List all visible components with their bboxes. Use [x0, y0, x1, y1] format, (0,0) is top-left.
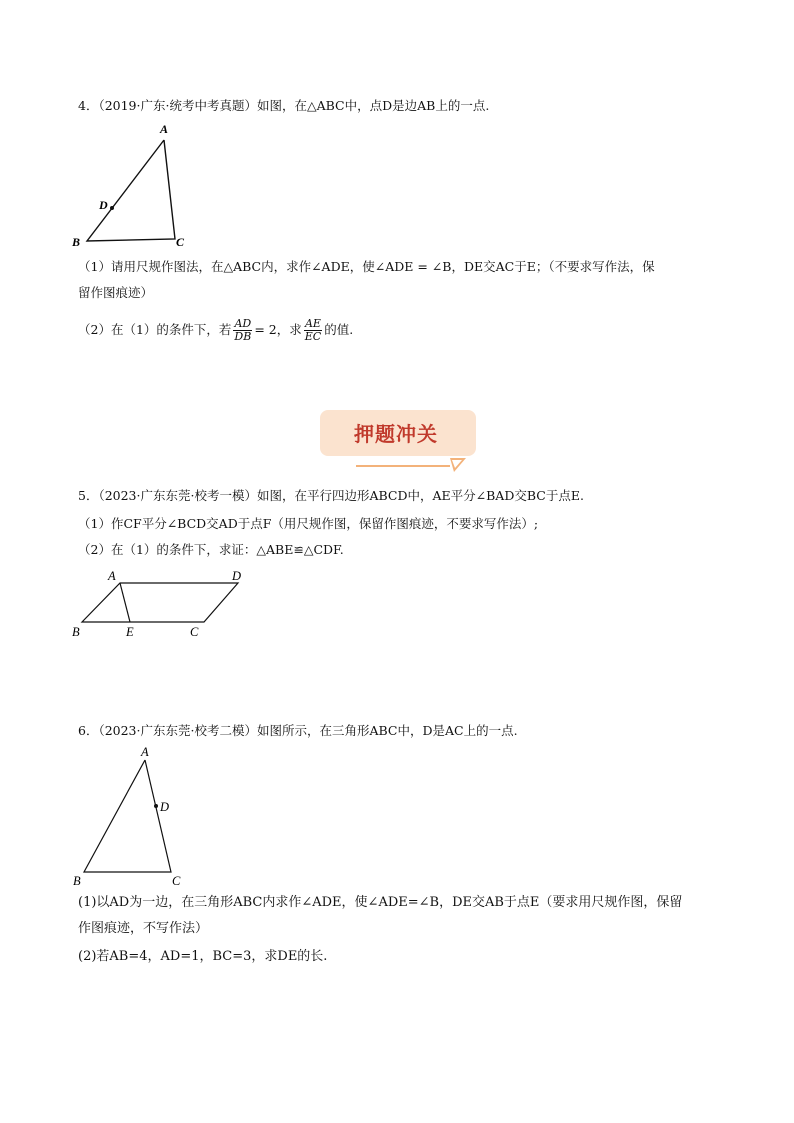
- q4-frac2-num: AE: [304, 317, 321, 330]
- q4-part1-line2: 留作图痕迹）: [78, 285, 154, 300]
- q4-triangle-figure: [62, 118, 202, 254]
- q5-label-a: A: [108, 569, 116, 583]
- q6-triangle-figure: [66, 744, 196, 890]
- q6-part2: (2)若AB=4，AD=1，BC=3，求DE的长.: [78, 949, 328, 964]
- q6-label-d: D: [160, 800, 170, 814]
- q4-label-a: A: [160, 122, 169, 136]
- q4-part2-pre: （2）在（1）的条件下，若: [78, 322, 232, 337]
- q4-part2-post: 的值.: [324, 322, 354, 337]
- q4-label-b: B: [72, 235, 81, 249]
- q4-part1-line1: （1）请用尺规作图法，在△ABC内，求作∠ADE，使∠ADE = ∠B，DE交AC于E；（不要求写作法，保: [78, 259, 655, 274]
- q6-label-a: A: [141, 745, 149, 759]
- q4-part2-mid: = 2，求: [254, 322, 302, 337]
- q5-stem: 5．（2023·广东东莞·校考一模）如图，在平行四边形ABCD中，AE平分∠BAD交BC于点E.: [78, 488, 584, 503]
- q4-part2: [78, 313, 353, 347]
- q5-label-d: D: [232, 569, 242, 583]
- q5-part1: （1）作CF平分∠BCD交AD于点F（用尺规作图，保留作图痕迹，不要求写作法）;: [78, 516, 539, 531]
- q4-fraction-ae-ec: [304, 318, 322, 343]
- section-banner: [318, 408, 478, 474]
- q4-label-d: D: [99, 198, 108, 212]
- q4-frac2-den: EC: [304, 330, 322, 343]
- q4-label-c: C: [176, 235, 185, 249]
- banner-title: 押题冲关: [354, 422, 438, 446]
- q6-label-c: C: [172, 874, 181, 888]
- q6-stem: 6．（2023·广东东莞·校考二模）如图所示，在三角形ABC中，D是AC上的一点.: [78, 723, 518, 738]
- q5-label-c: C: [190, 625, 199, 639]
- q5-label-e: E: [126, 625, 134, 639]
- q4-fraction-ad-db: [233, 318, 252, 343]
- q6-part1-line2: 作图痕迹，不写作法）: [78, 921, 209, 936]
- q5-parallelogram-figure: [66, 566, 256, 642]
- q4-frac1-num: AD: [234, 317, 252, 330]
- q4-frac1-den: DB: [234, 330, 252, 343]
- q4-stem: 4．（2019·广东·统考中考真题）如图，在△ABC中，点D是边AB上的一点.: [78, 98, 490, 113]
- q6-label-b: B: [73, 874, 81, 888]
- q5-part2: （2）在（1）的条件下，求证：△ABE≌△CDF.: [78, 542, 344, 557]
- q5-label-b: B: [72, 625, 80, 639]
- q6-part1-line1: (1)以AD为一边，在三角形ABC内求作∠ADE，使∠ADE=∠B，DE交AB于点E（要求用尺规作图，保留: [78, 895, 683, 910]
